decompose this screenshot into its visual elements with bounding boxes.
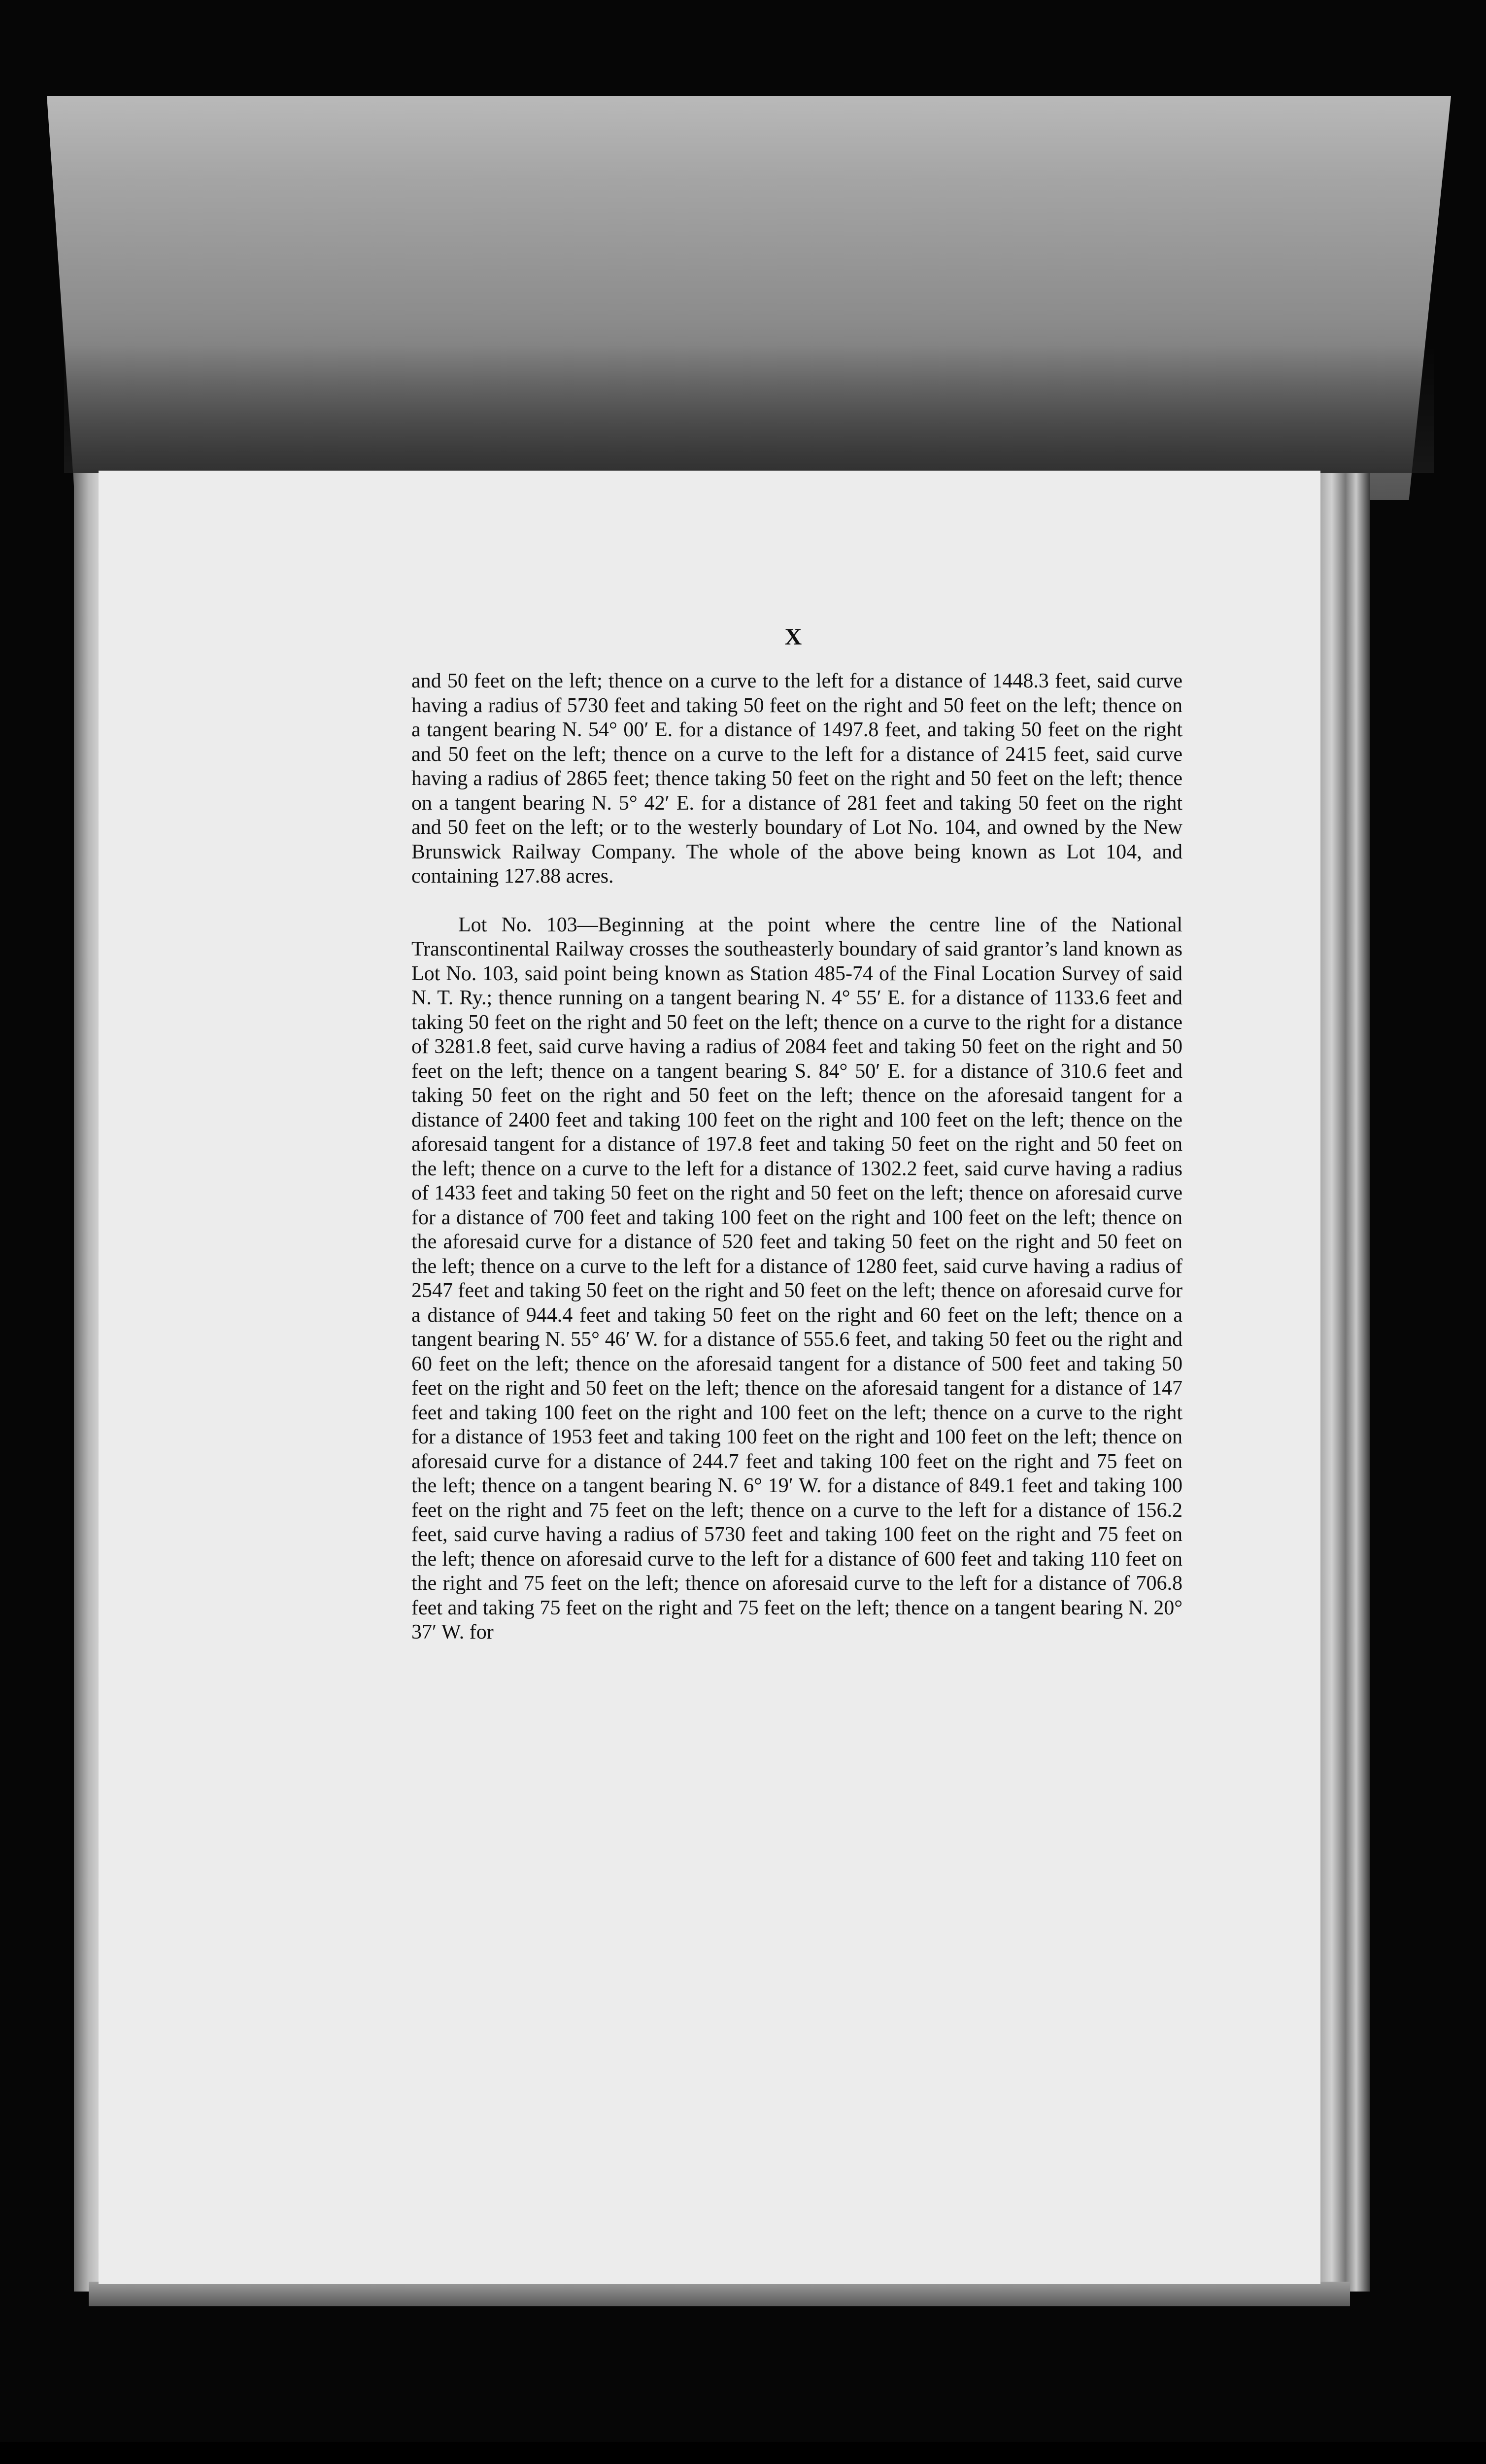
paragraph-lot-103: Lot No. 103—Beginning at the point where the centre line of the National Transcontinental Railway crosses the southeasterly boundary of said grantor’s land known as Lot No. 103, said point being known as Station 485-74 of the Final Location Survey of said N. T. Ry.; thence running on a tangent bearing N. 4° 55′ E. for a distance of 1133.6 feet and taking 50 feet on the right and 50 feet on the left; thence on a curve to the right for a distance of 3281.8 feet, said curve having a radius of 2084 feet and taking 50 feet on the right and 50 feet on the left; thence on a tangent bearing S. 84° 50′ E. for a distance of 310.6 feet and taking 50 feet on the right and 50 feet on the left; thence on the aforesaid tangent for a distance of 2400 feet and taking 100 feet on the right and 100 feet on the left; thence on the aforesaid tangent for a distance of 197.8 feet and taking 50 feet on the right and 50 feet on the left; thence on a curve to the left for a distance of 1302.2 feet, said curve having a radius of 1433 feet and taking 50 feet on the right and 50 feet on the left; thence on aforesaid curve for a distance of 700 feet and taking 100 feet on the right and 100 feet on the left; thence on the aforesaid curve for a distance of 520 feet and taking 50 feet on the right and 50 feet on the left; thence on a curve to the left for a distance of 1280 feet, said curve having a radius of 2547 feet and taking 50 feet on the right and 50 feet on the left; thence on aforesaid curve for a distance of 944.4 feet and taking 50 feet on the right and 60 feet on the left; thence on a tangent bearing N. 55° 46′ W. for a distance of 555.6 feet, and taking 50 feet ou the right and 60 feet on the left; thence on the aforesaid tangent for a distance of 500 feet and taking 50 feet on the right and 50 feet on the left; thence on the aforesaid tangent for a distance of 147 feet and taking 100 feet on the right and 100 feet on the left; thence on a curve to the right for a distance of 1953 feet and taking 100 feet on the right and 100 feet on the left; thence on aforesaid curve for a distance of 244.7 feet and taking 100 feet on the right and 75 feet on the left; thence on a tangent bearing N. 6° 19′ W. for a distance of 849.1 feet and taking 100 feet on the right and 75 feet on the left; thence on a curve to the left for a distance of 156.2 feet, said curve having a radius of 5730 feet and taking 100 feet on the right and 75 feet on the left; thence on aforesaid curve to the left for a distance of 600 feet and taking 110 feet on the right and 75 feet on the left; thence on aforesaid curve to the left for a distance of 706.8 feet and taking 75 feet on the right and 75 feet on the left; thence on a tangent bearing N. 20° 37′ W. for — [411, 913, 1182, 1643]
page-stack-right-edge — [1316, 473, 1370, 2292]
page-number: X — [784, 624, 802, 650]
fold-shadow — [64, 345, 1434, 473]
film-edge-strip — [0, 2442, 1486, 2464]
paragraph-lot-104-continued: and 50 feet on the left; thence on a curve to the left for a distance of 1448.3 feet, said curve having a radius of 5730 feet and taking 50 feet on the right and 50 feet on the left; thence on a tangent bearing N. 54° 00′ E. for a distance of 1497.8 feet, and taking 50 feet on the right and 50 feet on the left; thence on a curve to the left for a distance of 2415 feet, said curve having a radius of 2865 feet; thence taking 50 feet on the right and 50 feet on the left; thence on a tangent bearing N. 5° 42′ E. for a distance of 281 feet and taking 50 feet on the right and 50 feet on the left; or to the westerly boundary of Lot No. 104, and owned by the New Brunswick Railway Company. The whole of the above being known as Lot 104, and containing 127.88 acres. — [411, 670, 1182, 888]
body-text — [411, 669, 1182, 1645]
page-stack-bottom-edge — [89, 2282, 1350, 2306]
